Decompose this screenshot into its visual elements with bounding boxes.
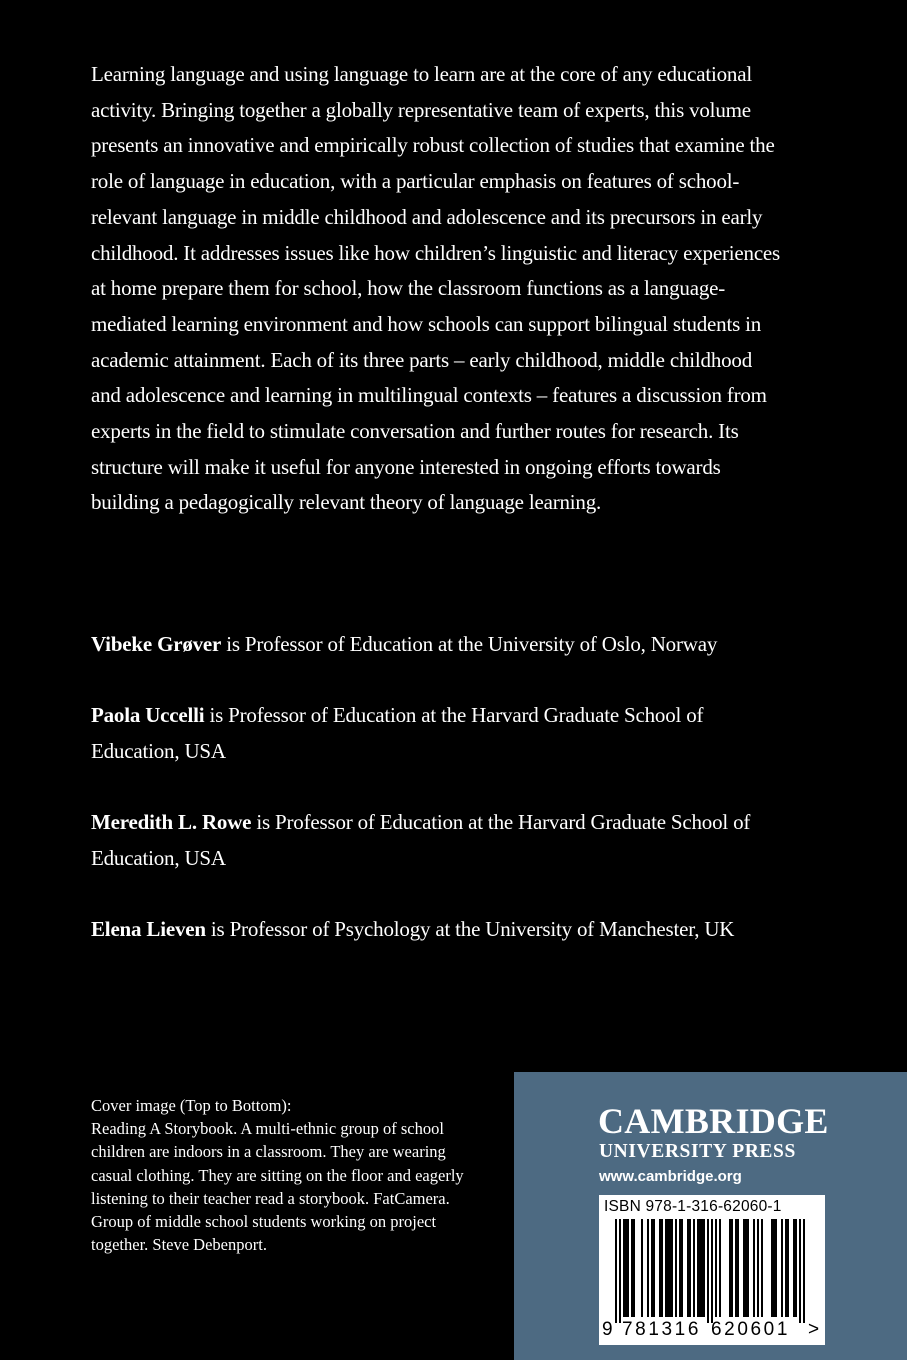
barcode-bar — [781, 1219, 783, 1317]
publisher-logo-subname: UNIVERSITY PRESS — [599, 1141, 796, 1162]
barcode-bar — [681, 1219, 683, 1317]
barcode-bar — [775, 1219, 777, 1317]
barcode-bar — [671, 1219, 673, 1317]
barcode-bar — [659, 1219, 661, 1317]
barcode-bar — [799, 1219, 801, 1323]
barcode-bar — [689, 1219, 691, 1317]
barcode-bar — [771, 1219, 773, 1317]
author-bio-rowe — [91, 805, 781, 876]
author-affiliation: is Professor of Education at the Harvard Graduate School of Education, USA — [91, 810, 751, 870]
barcode-bar — [761, 1219, 763, 1317]
credit-image-2: Group of middle school students working on project together. Steve Debenport. — [91, 1212, 437, 1255]
barcode-bar — [701, 1219, 703, 1317]
barcode-bar — [715, 1219, 717, 1317]
barcode-digits — [599, 1319, 825, 1343]
barcode-bar — [615, 1219, 617, 1323]
barcode-bar — [745, 1219, 747, 1317]
publisher-logo-name: CAMBRIDGE — [598, 1101, 829, 1141]
barcode-bar — [743, 1219, 745, 1317]
barcode-bar — [653, 1219, 655, 1317]
barcode-bar — [773, 1219, 775, 1317]
isbn-barcode — [599, 1195, 825, 1345]
barcode-bar — [757, 1219, 759, 1317]
author-name: Paola Uccelli — [91, 703, 205, 727]
barcode-bar — [729, 1219, 731, 1317]
barcode-digits-left: 781316 — [622, 1319, 702, 1340]
author-bio-lieven — [91, 912, 781, 948]
barcode-bar — [687, 1219, 689, 1317]
barcode-digits-right: 620601 — [711, 1319, 791, 1340]
barcode-bar — [665, 1219, 667, 1317]
author-name: Meredith L. Rowe — [91, 810, 252, 834]
barcode-bar — [697, 1219, 699, 1317]
barcode-bar — [661, 1219, 663, 1317]
barcode-bar — [731, 1219, 733, 1317]
barcode-bar — [619, 1219, 621, 1323]
barcode-bar — [737, 1219, 739, 1317]
barcode-bar — [803, 1219, 805, 1323]
barcode-bar — [707, 1219, 709, 1323]
barcode-bar — [647, 1219, 649, 1317]
barcode-bar — [641, 1219, 643, 1317]
barcode-bar — [793, 1219, 795, 1317]
barcode-bar — [693, 1219, 695, 1317]
author-bio-uccelli — [91, 698, 781, 769]
author-bio-grover — [91, 627, 781, 663]
barcode-bar — [711, 1219, 713, 1323]
barcode-digit-first: 9 — [602, 1319, 614, 1340]
barcode-bar — [735, 1219, 737, 1317]
barcode-bar — [667, 1219, 669, 1317]
barcode-bar — [633, 1219, 635, 1317]
barcode-bar — [699, 1219, 701, 1317]
barcode-bar — [631, 1219, 633, 1317]
credits-heading: Cover image (Top to Bottom): — [91, 1096, 292, 1115]
barcode-bar — [787, 1219, 789, 1317]
barcode-bar — [795, 1219, 797, 1317]
barcode-bar — [747, 1219, 749, 1317]
author-affiliation: is Professor of Education at the University of Oslo, Norway — [221, 632, 718, 656]
barcode-bar — [703, 1219, 705, 1317]
author-name: Vibeke Grøver — [91, 632, 222, 656]
barcode-bars — [599, 1219, 825, 1323]
barcode-bar — [623, 1219, 625, 1317]
credit-image-1: Reading A Storybook. A multi-ethnic group of school children are indoors in a classroom. They are wearing casual clothing. They are sitting on the floor and eagerly listening to their teacher read a storybook. FatCamera. — [91, 1119, 464, 1208]
cover-image-credits — [91, 1094, 466, 1256]
isbn-label: ISBN 978-1-316-62060-1 — [604, 1198, 782, 1215]
barcode-bar — [785, 1219, 787, 1317]
barcode-bar — [627, 1219, 629, 1317]
author-affiliation: is Professor of Education at the Harvard Graduate School of Education, USA — [91, 703, 704, 763]
publisher-url: www.cambridge.org — [599, 1168, 742, 1185]
barcode-bar — [719, 1219, 721, 1317]
barcode-quiet-zone-arrow: > — [808, 1319, 820, 1340]
barcode-bar — [679, 1219, 681, 1317]
barcode-bar — [625, 1219, 627, 1317]
barcode-bar — [651, 1219, 653, 1317]
author-affiliation: is Professor of Psychology at the University of Manchester, UK — [205, 917, 735, 941]
barcode-bar — [669, 1219, 671, 1317]
book-description: Learning language and using language to learn are at the core of any educational activity. Bringing together a globally representative team of experts, this volume presents an innovative and empirically robust collection of studies that examine the role of language in education, with a particular emphasis on features of school-relevant language in middle childhood and adolescence and its precursors in early childhood. It addresses issues like how children’s linguistic and literacy experiences at home prepare them for school, how the classroom functions as a language-mediated learning environment and how schools can support bilingual students in academic attainment. Each of its three parts – early childhood, middle childhood and adolescence and learning in multilingual contexts – features a discussion from experts in the field to stimulate conversation and further routes for research. Its structure will make it useful for anyone interested in ongoing efforts towards building a pedagogically relevant theory of language learning. — [91, 62, 781, 515]
publisher-panel — [514, 1072, 907, 1360]
author-name: Elena Lieven — [91, 917, 206, 941]
barcode-bar — [675, 1219, 677, 1317]
barcode-bar — [753, 1219, 755, 1317]
